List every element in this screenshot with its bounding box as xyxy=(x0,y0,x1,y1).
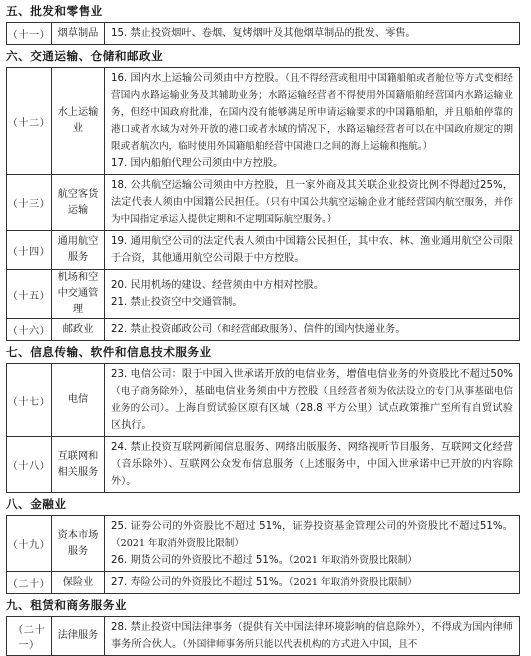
section-heading: 七、信息传输、软件和信息技术服务业 xyxy=(6,345,212,359)
industry-name: 法律服务 xyxy=(52,617,105,656)
measure-text: 23. 电信公司：限于中国入世承诺开放的电信业务，增值电信业务的外资股比不超过50% xyxy=(111,369,513,380)
table-row xyxy=(7,617,520,656)
industry-name: 机场和空中交通管理 xyxy=(52,270,105,319)
measure-note: （只有中国公共航空运输企业才能经营国内航空服务，并作为中国指定承运人提供定期和不定期国际航空服务。） xyxy=(111,197,514,225)
measure-text: ，基础电信业务须由中方控股 xyxy=(184,386,319,397)
measure-content xyxy=(105,617,520,656)
measure-text: 19. 通用航空公司的法定代表人须由中国籍公民担任，其中农、林、渔业通用航空公司限于合资，其他通用航空公司限于中方控股。 xyxy=(111,236,513,264)
industry-name: 资本市场服务 xyxy=(52,516,105,572)
restriction-table xyxy=(6,616,520,656)
measure-note: （且经营者须为依法设立的专门从事基础电信业务的公司） xyxy=(111,386,514,414)
measure-content xyxy=(105,270,520,319)
measure-item xyxy=(111,619,513,653)
category-number: （二十一） xyxy=(7,617,52,656)
measure-note: （和经营邮政服务） xyxy=(211,324,294,335)
category-number: （十四） xyxy=(7,231,52,270)
measure-content xyxy=(105,572,520,594)
table-row xyxy=(7,572,520,594)
measure-content xyxy=(105,364,520,437)
measure-note: （2021 年取消外资股比限制） xyxy=(111,538,244,549)
measure-item xyxy=(111,277,513,294)
section-heading: 六、交通运输、仓储和邮政业 xyxy=(6,49,164,63)
section-heading: 九、租赁和商务服务业 xyxy=(6,598,127,612)
measure-item xyxy=(111,177,513,228)
measure-text: 16. 国内水上运输公司须由中方控股。 xyxy=(111,73,286,84)
category-number: （十三） xyxy=(7,175,52,231)
measure-content xyxy=(105,175,520,231)
measure-item xyxy=(111,233,513,267)
industry-name: 航空客货运输 xyxy=(52,175,105,231)
measure-item xyxy=(111,25,513,42)
restriction-table xyxy=(6,67,520,341)
measure-note: （电子商务除外） xyxy=(111,386,185,397)
measure-text: 28. 禁止投资中国法律事务（提供有关中国法律环境影响的信息除外），不得成为国内律师事务所合伙人。 xyxy=(111,622,513,650)
measure-content xyxy=(105,319,520,341)
restriction-table xyxy=(6,363,520,493)
restriction-table xyxy=(6,515,520,594)
table-row xyxy=(7,23,520,45)
industry-name: 水上运输业 xyxy=(52,68,105,175)
measure-text: 21. 禁止投资空中交通管制。 xyxy=(111,297,243,308)
table-row xyxy=(7,231,520,270)
industry-name: 烟草制品 xyxy=(52,23,105,45)
measure-item xyxy=(111,294,513,311)
measure-note: （外国律师事务所只能以代表机构的方式进入中国，且不 xyxy=(182,639,418,650)
measure-item xyxy=(111,321,513,338)
measure-item xyxy=(111,155,513,172)
measure-text: 15. 禁止投资烟叶、卷烟、复烤烟叶及其他烟草制品的批发、零售。 xyxy=(111,28,416,39)
industry-name: 电信 xyxy=(52,364,105,437)
measure-item xyxy=(111,552,513,569)
table-row xyxy=(7,364,520,437)
measure-item xyxy=(111,439,513,490)
measure-content xyxy=(105,68,520,175)
table-row xyxy=(7,516,520,572)
measure-item xyxy=(111,574,513,591)
measure-item xyxy=(111,518,513,552)
measure-text: 、信件的国内快递业务。 xyxy=(293,324,406,335)
measure-content xyxy=(105,516,520,572)
measure-text: 22. 禁止投资邮政公司 xyxy=(111,324,212,335)
category-number: （十七） xyxy=(7,364,52,437)
measure-note: （且不得经营或租用中国籍船舶或者舱位等方式变相经营国内水路运输业务及其辅助业务；水路运输经营者不得使用外国籍船舶经营国内水路运输业务，但经中国政府批准，在国内没有能够满足所申请运输要求的中国籍船舶，并且船舶停靠的港口或者水域为对外开放的港口或者水域的情况下，水路运输经营者可以在中国政府规定的期限或者航次内，临时使用外国籍船舶经营中国港口之间的海上运输和拖航。） xyxy=(111,73,513,152)
measure-text: 24. 禁止投资互联网新闻信息服务、网络出版服务、网络视听节目服务、互联网文化经营（音乐除外）、互联网公众发布信息服务（上述服务中，中国入世承诺中已开放的内容除外）。 xyxy=(111,442,513,487)
industry-name: 保险业 xyxy=(52,572,105,594)
category-number: （十五） xyxy=(7,270,52,319)
section-heading: 八、金融业 xyxy=(6,497,67,511)
measure-content xyxy=(105,23,520,45)
table-row xyxy=(7,319,520,341)
category-number: （十九） xyxy=(7,516,52,572)
industry-name: 邮政业 xyxy=(52,319,105,341)
measure-text: 25. 证券公司的外资股比不超过 51%，证券投资基金管理公司的外资股比不超过51%。 xyxy=(111,521,513,532)
industry-name: 通用航空服务 xyxy=(52,231,105,270)
measure-note: （2021 年取消外资股比限制） xyxy=(288,577,417,588)
measure-text: 27. 寿险公司的外资股比不超过 51%。 xyxy=(111,577,289,588)
industry-name: 互联网和相关服务 xyxy=(52,437,105,493)
measure-note: （2021 年取消外资股比限制） xyxy=(288,555,417,566)
category-number: （十二） xyxy=(7,68,52,175)
measure-text: 18. 公共航空运输公司须由中方控股，且一家外商及其关联企业投资比例不得超过25%，法定代表人须由中国籍公民担任。 xyxy=(111,180,513,208)
measure-text: 17. 国内船舶代理公司须由中方控股。 xyxy=(111,158,284,169)
measure-text: 26. 期货公司的外资股比不超过 51%。 xyxy=(111,555,289,566)
category-number: （十一） xyxy=(7,23,52,45)
measure-content xyxy=(105,437,520,493)
measure-item xyxy=(111,366,513,434)
section-heading: 五、批发和零售业 xyxy=(6,4,103,18)
measure-text: 。上海自贸试验区原有区域（28.8 平方公里）试点政策推广至所有自贸试验区执行。 xyxy=(111,403,513,431)
measure-item xyxy=(111,70,513,155)
category-number: （十六） xyxy=(7,319,52,341)
category-number: （十八） xyxy=(7,437,52,493)
table-row xyxy=(7,270,520,319)
table-row xyxy=(7,175,520,231)
table-row xyxy=(7,437,520,493)
restriction-table xyxy=(6,22,520,45)
measure-content xyxy=(105,231,520,270)
category-number: （二十） xyxy=(7,572,52,594)
measure-text: 20. 民用机场的建设、经营须由中方相对控股。 xyxy=(111,280,325,291)
table-row xyxy=(7,68,520,175)
